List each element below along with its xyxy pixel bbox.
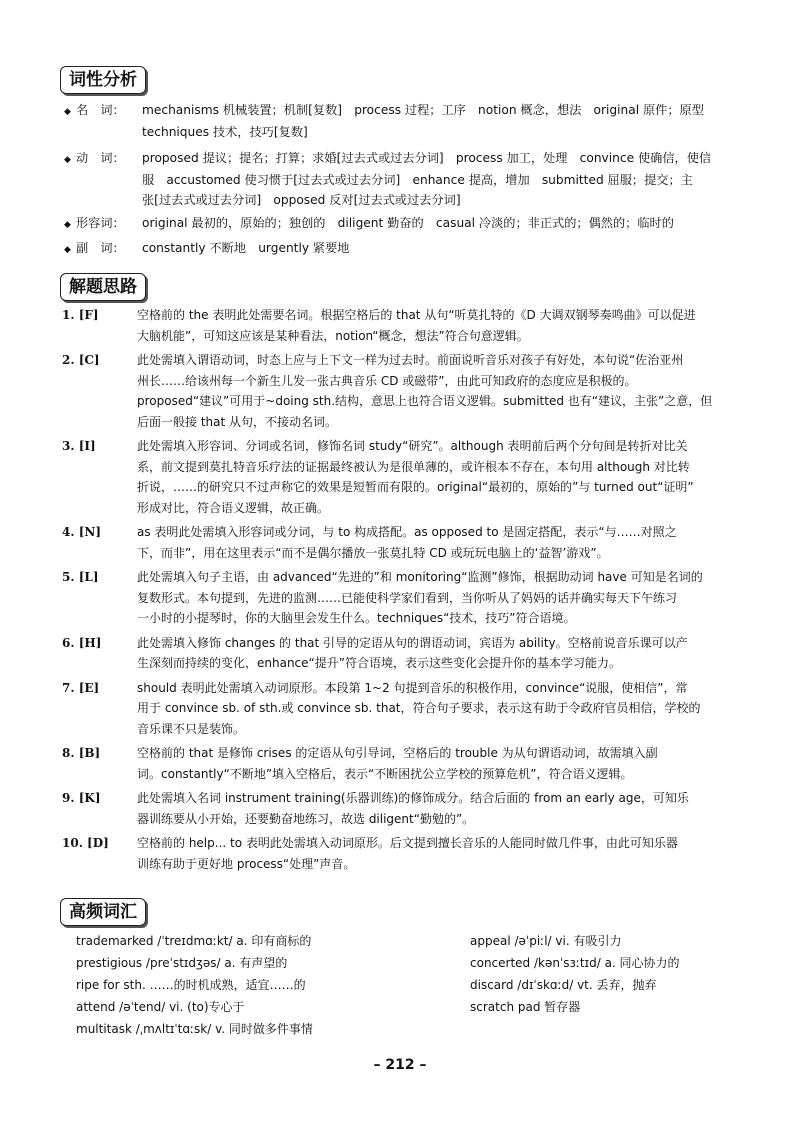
pos-item-adjective: ◆ 形容词： original 最初的，原始的；独创的 diligent 勤奋的 casual 冷淡的；非正式的；偶然的；临时的 — [64, 213, 754, 235]
vocab-list-left — [76, 930, 313, 1040]
answer-item-8: 8. [B] 空格前的 that 是修饰 crises 的定语从句引导词，空格后的 trouble 为从句谓语动词，故需填入副 词。constantly“不断地”填入空格后，表示“不断困扰公立学校的预算危机”，符合语义逻辑。 — [62, 746, 658, 781]
vocab-item: attend /əˈtend/ vi. (to)专心于 — [76, 1000, 245, 1014]
page-number: – 212 – — [373, 1057, 427, 1073]
section-title-vocabulary: 高频词汇 — [60, 898, 146, 926]
vocab-item: scratch pad 暂存器 — [470, 1000, 581, 1014]
pos-item-noun: ◆ 名 词： mechanisms 机械装置；机制[复数] process 过程；工序 notion 概念，想法 original 原件；原型 techniques 技术，技巧[复数] — [64, 103, 704, 139]
pos-item-adverb: ◆ 副 词： constantly 不断地 urgently 紧要地 — [64, 238, 754, 260]
section-title-pos-analysis: 词性分析 — [60, 66, 146, 94]
answer-item-10: 10. [D] 空格前的 help... to 表明此处需填入动词原形。后文提到擅长音乐的人能同时做几件事，由此可知乐器 训练有助于更好地 process“处理”声音。 — [62, 836, 678, 871]
pos-item-verb: ◆ 动 词： proposed 提议；提名；打算；求婚[过去式或过去分词] process 加工，处理 convince 使确信，使信 服 accustomed 使习惯于[过去式或过去分词] enhance 提高，增加 submitted 屈服；提交；主 张[过去式或过去分词] opposed 反对[过去式或过去分词] — [64, 151, 712, 207]
diamond-bullet-icon: ◆ — [64, 107, 71, 117]
diamond-bullet-icon: ◆ — [64, 245, 71, 255]
diamond-bullet-icon: ◆ — [64, 155, 71, 165]
vocab-list-right — [470, 930, 680, 1018]
vocab-item: prestigious /preˈstɪdʒəs/ a. 有声望的 — [76, 956, 288, 970]
vocab-item: concerted /kənˈsɜːtɪd/ a. 同心协力的 — [470, 956, 680, 970]
answer-item-3: 3. [I] 此处需填入形容词、分词或名词，修饰名词 study“研究”。although 表明前后两个分句间是转折对比关 系，前文提到莫扎特音乐疗法的证据最终被认为是很单薄的，或许根本不存在，本句用 although 对比转 折说，……的研究只不过声称它的效果是短暂而有限的。original“最初的，原始的”与 turned out“证明” 形成对比，符合语义逻辑，故正确。 — [62, 439, 694, 515]
answer-item-9: 9. [K] 此处需填入名词 instrument training(乐器训练)的修饰成分。结合后面的 from an early age，可知乐 器训练要从小开始，还要勤奋地练习，故选 diligent“勤勉的”。 — [62, 791, 689, 826]
answer-item-7: 7. [E] should 表明此处需填入动词原形。本段第 1~2 句提到音乐的积极作用，convince“说服，使相信”，常 用于 convince sb. of sth.或 convince sb. that，符合句子要求，表示这有助于令政府官员相信，学校的 音乐课不只是装饰。 — [62, 680, 701, 736]
vocab-item: trademarked /ˈtreɪdmɑːkt/ a. 印有商标的 — [76, 934, 312, 948]
vocab-item: discard /dɪˈskɑːd/ vt. 丢弃，抛弃 — [470, 978, 657, 992]
vocab-item: ripe for sth. ……的时机成熟，适宜……的 — [76, 978, 306, 992]
answer-item-2: 2. [C] 此处需填入谓语动词，时态上应与上下文一样为过去时。前面说听音乐对孩子有好处，本句说“佐治亚州 州长……给该州每一个新生儿发一张古典音乐 CD 或磁带”，由此可知政府的态度应是积极的。 proposed“建议”可用于~doing sth.结构，意思上也符合语义逻辑。submitted 也有“建议，主张”之意，但 后面一般接 that 从句，不接动名词。 — [62, 353, 713, 429]
answer-item-1: 1. [F] 空格前的 the 表明此处需要名词。根据空格后的 that 从句“听莫扎特的《D 大调双钢琴奏鸣曲》可以促进 大脑机能”，可知这应该是某种看法，notion“概念，想法”符合句意逻辑。 — [62, 308, 696, 343]
answer-list — [62, 305, 756, 874]
diamond-bullet-icon: ◆ — [64, 220, 71, 230]
pos-list — [64, 100, 754, 260]
answer-item-4: 4. [N] as 表明此处需填入形容词或分词，与 to 构成搭配。as opposed to 是固定搭配，表示“与……对照之 下，而非”，用在这里表示“而不是偶尔播放一张莫扎特 CD 或玩玩电脑上的‘益智’游戏”。 — [62, 525, 677, 560]
vocab-item: appeal /əˈpiːl/ vi. 有吸引力 — [470, 934, 622, 948]
answer-item-6: 6. [H] 此处需填入修饰 changes 的 that 引导的定语从句的谓语动词，宾语为 ability。空格前说音乐课可以产 生深刻而持续的变化，enhance“提升”符合语境，表示这些变化会提升你的基本学习能力。 — [62, 635, 688, 670]
vocab-item: multitask /ˌmʌltɪˈtɑːsk/ v. 同时做多件事情 — [76, 1022, 313, 1036]
answer-item-5: 5. [L] 此处需填入句子主语，由 advanced“先进的”和 monitoring“监测”修饰，根据助动词 have 可知是名词的 复数形式。本句提到，先进的监测……已能使科学家们看到，当你听从了妈妈的话并确实每天下午练习 一小时的小提琴时，你的大脑里会发生什么。techniques“技术，技巧”符合语境。 — [62, 570, 703, 625]
section-title-solution: 解题思路 — [60, 273, 146, 301]
